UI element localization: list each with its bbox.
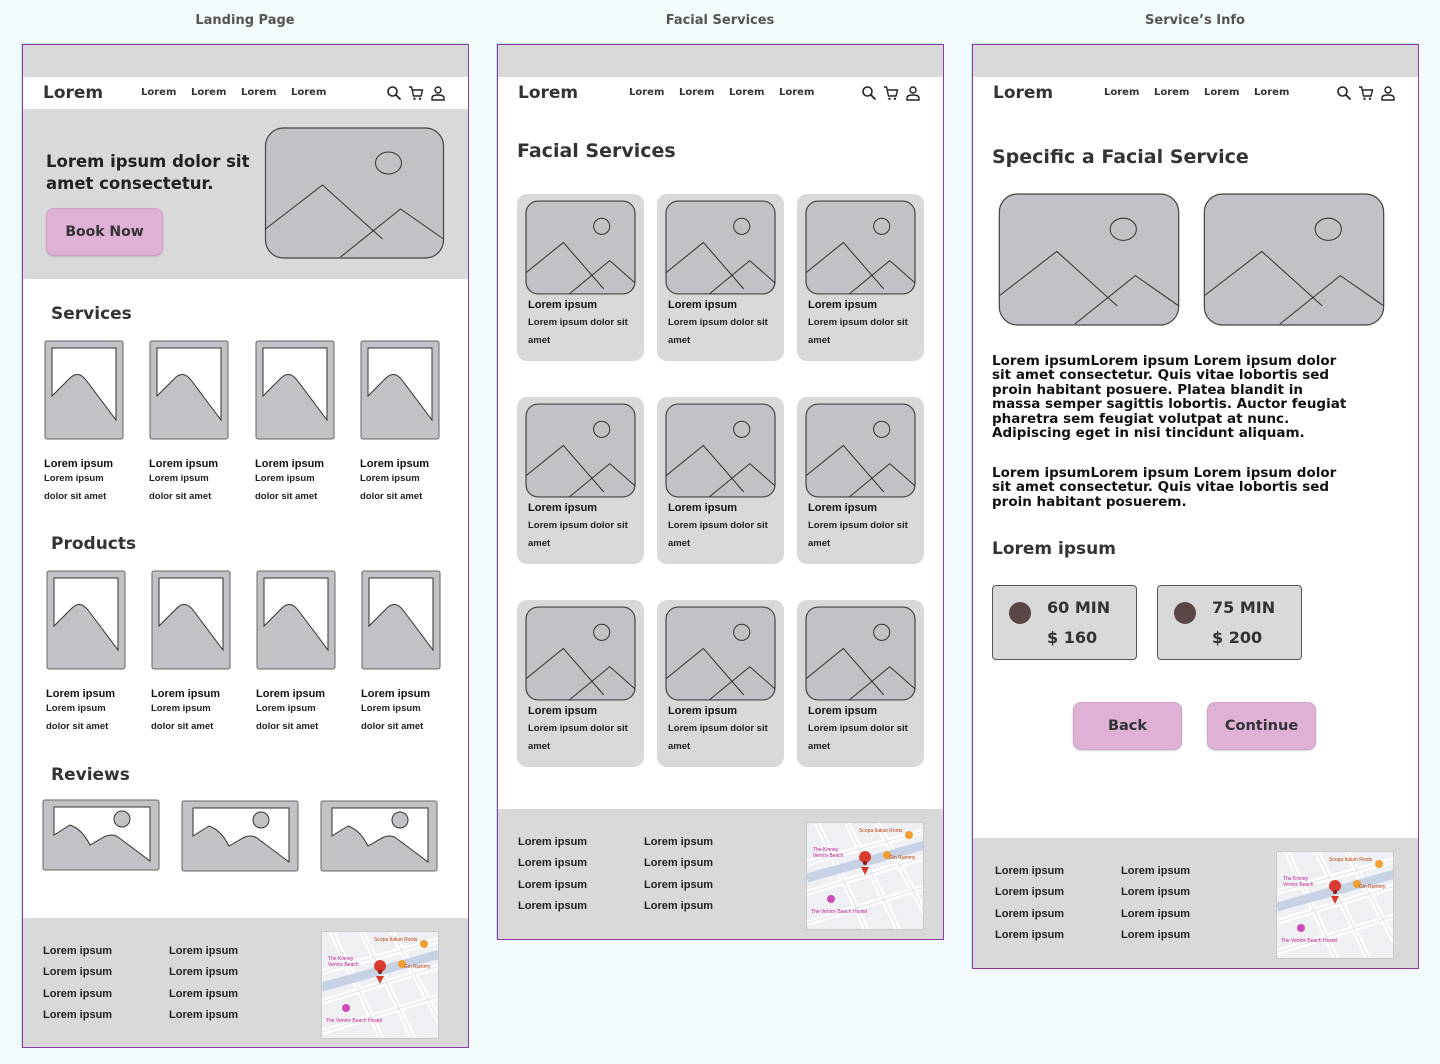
description-line: Lorem ipsumLorem ipsum Lorem ipsum dolor — [992, 465, 1337, 481]
card-text: Lorem ipsum dolor sit — [528, 723, 628, 734]
tile-text: Lorem ipsum — [256, 703, 316, 714]
nav-link[interactable]: Lorem — [241, 87, 277, 98]
card-text: amet — [528, 335, 551, 346]
image-placeholder-icon — [805, 200, 916, 295]
tile-title: Lorem ipsum — [149, 458, 219, 470]
back-button[interactable]: Back — [1073, 702, 1182, 750]
duration-option[interactable] — [1157, 585, 1302, 660]
map-widget[interactable] — [321, 931, 439, 1039]
card-text: amet — [528, 741, 551, 752]
nav-link[interactable]: Lorem — [1104, 87, 1140, 98]
radio-dot-icon[interactable] — [1174, 602, 1196, 624]
image-placeholder-icon — [44, 340, 124, 440]
description-paragraph — [992, 466, 1336, 509]
service-image — [1197, 193, 1391, 326]
service-info-frame — [972, 44, 1419, 969]
review-image[interactable] — [181, 800, 299, 872]
reviews-heading: Reviews — [51, 765, 130, 785]
card-text: Lorem ipsum dolor sit — [668, 520, 768, 531]
option-price: $ 200 — [1212, 628, 1263, 647]
tile-title: Lorem ipsum — [361, 688, 431, 700]
logo[interactable]: Lorem — [518, 83, 579, 103]
footer — [23, 918, 468, 1048]
map-widget[interactable] — [806, 822, 924, 930]
user-icon[interactable] — [1380, 85, 1396, 101]
tile-text: dolor sit amet — [360, 491, 423, 502]
frame-title-facial: Facial Services — [665, 13, 775, 28]
description-line: Adipiscing eget in nisi tincidunt aliquam. — [992, 425, 1305, 442]
nav-links — [141, 87, 341, 98]
card-text: amet — [668, 741, 691, 752]
nav-icons — [861, 85, 921, 101]
review-image[interactable] — [42, 799, 160, 871]
image-placeholder-icon — [805, 606, 916, 701]
tile-text: Lorem ipsum — [360, 473, 420, 484]
card-text: Lorem ipsum dolor sit — [528, 317, 628, 328]
hero-heading-line: amet consectetur. — [46, 174, 214, 193]
card-title: Lorem ipsum — [528, 299, 598, 311]
service-card[interactable] — [517, 397, 644, 564]
service-image — [992, 193, 1186, 326]
footer-column — [1121, 865, 1190, 943]
options-heading: Lorem ipsum — [992, 539, 1116, 559]
tile-text: Lorem ipsum — [149, 473, 209, 484]
image-placeholder-icon — [255, 340, 335, 440]
frame-title-landing: Landing Page — [195, 13, 295, 28]
image-placeholder-icon — [149, 340, 229, 440]
hero-heading — [46, 151, 249, 195]
map-label: Scopa Italian Roots — [374, 937, 418, 943]
search-icon[interactable] — [386, 85, 402, 101]
tile-title: Lorem ipsum — [46, 688, 116, 700]
search-icon[interactable] — [861, 85, 877, 101]
services-heading: Services — [51, 304, 132, 324]
hero — [23, 109, 468, 279]
card-text: amet — [808, 741, 831, 752]
map-widget[interactable] — [1276, 851, 1394, 959]
image-placeholder-icon — [665, 403, 776, 498]
cart-icon[interactable] — [408, 85, 424, 101]
footer-link[interactable]: Lorem ipsum — [644, 836, 714, 848]
card-title: Lorem ipsum — [668, 502, 738, 514]
user-icon[interactable] — [430, 85, 446, 101]
footer-link[interactable]: Lorem ipsum — [995, 929, 1065, 942]
map-label: Gin Rummy — [889, 855, 916, 861]
service-card[interactable] — [517, 600, 644, 767]
image-placeholder-icon — [525, 403, 636, 498]
tile-text: dolor sit amet — [44, 491, 107, 502]
footer-link[interactable]: Lorem ipsum — [518, 900, 588, 913]
map-label: Gin Rummy — [1359, 884, 1386, 890]
map-label: Gin Rummy — [404, 964, 431, 970]
footer-link[interactable]: Lorem ipsum — [169, 966, 239, 979]
footer-link[interactable]: Lorem ipsum — [995, 907, 1065, 920]
nav-bar — [973, 77, 1418, 109]
nav-bar — [498, 77, 943, 109]
card-text: Lorem ipsum dolor sit — [808, 317, 908, 328]
card-text: Lorem ipsum dolor sit — [528, 520, 628, 531]
tile-text: dolor sit amet — [46, 721, 109, 732]
card-text: amet — [668, 538, 691, 549]
tile-title: Lorem ipsum — [44, 458, 114, 470]
description-line: pharetra sem feugiat volutpat at nunc. — [992, 410, 1290, 427]
card-text: amet — [808, 335, 831, 346]
card-text: Lorem ipsum dolor sit — [808, 723, 908, 734]
duration-option[interactable] — [992, 585, 1137, 660]
description-line: proin habitant posuere. Platea blandit in — [992, 381, 1304, 398]
map-label: The Venice Beach Hostel — [326, 1018, 383, 1024]
footer-column — [169, 945, 238, 1023]
nav-link[interactable]: Lorem — [141, 87, 177, 98]
footer-link[interactable]: Lorem ipsum — [169, 987, 239, 1000]
footer-link[interactable]: Lorem ipsum — [43, 945, 113, 957]
option-duration: 75 MIN — [1212, 598, 1276, 617]
status-bar — [498, 45, 943, 77]
card-title: Lorem ipsum — [808, 299, 878, 311]
nav-bar — [23, 77, 468, 109]
nav-link[interactable]: Lorem — [1204, 87, 1240, 98]
image-placeholder-icon — [361, 570, 441, 670]
description-line: Lorem ipsumLorem ipsum Lorem ipsum dolor — [992, 353, 1337, 369]
description-line: sit amet consectetur. Quis vitae lobortis sed — [992, 479, 1330, 496]
card-title: Lorem ipsum — [528, 502, 598, 514]
image-placeholder-icon — [665, 200, 776, 295]
option-price: $ 160 — [1047, 628, 1098, 647]
image-placeholder-icon — [525, 606, 636, 701]
image-placeholder-icon — [525, 200, 636, 295]
image-placeholder-icon — [151, 570, 231, 670]
footer-link[interactable]: Lorem ipsum — [518, 878, 588, 891]
footer — [498, 809, 943, 940]
status-bar — [973, 45, 1418, 77]
service-tile[interactable] — [255, 340, 345, 506]
image-placeholder-icon — [665, 606, 776, 701]
page-title: Facial Services — [517, 140, 676, 162]
tile-text: dolor sit amet — [255, 491, 318, 502]
map-label: The Venice Beach Hostel — [811, 909, 868, 915]
product-tile[interactable] — [361, 570, 451, 736]
service-tile[interactable] — [360, 340, 450, 506]
tile-text: Lorem ipsum — [361, 703, 421, 714]
map-label: The Venice Beach Hostel — [1281, 938, 1338, 944]
tile-text: Lorem ipsum — [151, 703, 211, 714]
status-bar — [23, 45, 468, 77]
footer-link[interactable]: Lorem ipsum — [1121, 907, 1191, 920]
frame-title-info: Service’s Info — [1145, 13, 1245, 28]
page-title: Specific a Facial Service — [992, 146, 1249, 168]
card-title: Lorem ipsum — [808, 502, 878, 514]
product-tile[interactable] — [46, 570, 136, 736]
footer-link[interactable]: Lorem ipsum — [1121, 929, 1191, 942]
tile-text: Lorem ipsum — [46, 703, 106, 714]
service-card[interactable] — [797, 397, 924, 564]
card-title: Lorem ipsum — [668, 705, 738, 717]
hero-image — [264, 127, 445, 259]
footer-link[interactable]: Lorem ipsum — [995, 865, 1065, 877]
nav-links — [1104, 87, 1304, 98]
image-placeholder-icon — [360, 340, 440, 440]
service-card[interactable] — [517, 194, 644, 361]
description-line: massa semper sagittis lobortis. Auctor feugiat — [992, 396, 1347, 413]
user-icon[interactable] — [905, 85, 921, 101]
image-placeholder-icon — [805, 403, 916, 498]
continue-button[interactable]: Continue — [1207, 702, 1316, 750]
tile-text: Lorem ipsum — [44, 473, 104, 484]
footer-column — [995, 865, 1064, 943]
nav-link[interactable]: Lorem — [1154, 87, 1190, 98]
footer-link[interactable]: Lorem ipsum — [644, 900, 714, 913]
tile-text: Lorem ipsum — [255, 473, 315, 484]
description-paragraph — [992, 354, 1346, 440]
nav-link[interactable]: Lorem — [729, 87, 765, 98]
service-tile[interactable] — [44, 340, 134, 506]
map-label: Scopa Italian Roots — [1329, 857, 1373, 863]
card-text: amet — [808, 538, 831, 549]
cart-icon[interactable] — [883, 85, 899, 101]
map-label: The Kinney Venice Beach — [328, 956, 359, 968]
footer-link[interactable]: Lorem ipsum — [43, 987, 113, 1000]
nav-links — [629, 87, 829, 98]
nav-icons — [1336, 85, 1396, 101]
product-tile[interactable] — [256, 570, 346, 736]
footer-link[interactable]: Lorem ipsum — [518, 857, 588, 870]
tile-text: dolor sit amet — [361, 721, 424, 732]
map-label: The Kinney Venice Beach — [813, 847, 844, 859]
footer-link[interactable]: Lorem ipsum — [518, 836, 588, 848]
service-tile[interactable] — [149, 340, 239, 506]
footer-link[interactable]: Lorem ipsum — [1121, 865, 1191, 877]
tile-title: Lorem ipsum — [151, 688, 221, 700]
footer-link[interactable]: Lorem ipsum — [169, 1009, 239, 1022]
footer-link[interactable]: Lorem ipsum — [169, 945, 239, 957]
footer-link[interactable]: Lorem ipsum — [43, 966, 113, 979]
image-placeholder-icon — [256, 570, 336, 670]
footer-column — [518, 836, 587, 914]
tile-title: Lorem ipsum — [255, 458, 325, 470]
card-text: Lorem ipsum dolor sit — [668, 317, 768, 328]
service-card[interactable] — [797, 600, 924, 767]
service-card[interactable] — [657, 600, 784, 767]
option-duration: 60 MIN — [1047, 598, 1111, 617]
description-line: sit amet consectetur. Quis vitae lobortis sed — [992, 367, 1330, 384]
tile-text: dolor sit amet — [149, 491, 212, 502]
nav-link[interactable]: Lorem — [1254, 87, 1290, 98]
footer-column — [644, 836, 713, 914]
nav-link[interactable]: Lorem — [779, 87, 815, 98]
description-line: proin habitant posuerem. — [992, 493, 1187, 510]
products-heading: Products — [51, 534, 137, 554]
hero-heading-line: Lorem ipsum dolor sit — [46, 152, 250, 171]
nav-link[interactable]: Lorem — [291, 87, 327, 98]
nav-link[interactable]: Lorem — [679, 87, 715, 98]
tile-title: Lorem ipsum — [360, 458, 430, 470]
search-icon[interactable] — [1336, 85, 1352, 101]
footer-link[interactable]: Lorem ipsum — [995, 886, 1065, 899]
service-card[interactable] — [657, 397, 784, 564]
nav-link[interactable]: Lorem — [629, 87, 665, 98]
footer — [973, 838, 1418, 969]
tile-text: dolor sit amet — [256, 721, 319, 732]
product-tile[interactable] — [151, 570, 241, 736]
landing-page-frame — [22, 44, 469, 1048]
footer-link[interactable]: Lorem ipsum — [644, 857, 714, 870]
footer-link[interactable]: Lorem ipsum — [43, 1009, 113, 1022]
card-text: Lorem ipsum dolor sit — [808, 520, 908, 531]
facial-services-frame — [497, 44, 944, 940]
footer-link[interactable]: Lorem ipsum — [644, 878, 714, 891]
footer-column — [43, 945, 112, 1023]
nav-icons — [386, 85, 446, 101]
card-text: Lorem ipsum dolor sit — [668, 723, 768, 734]
card-text: amet — [668, 335, 691, 346]
card-title: Lorem ipsum — [668, 299, 738, 311]
service-card[interactable] — [797, 194, 924, 361]
card-text: amet — [528, 538, 551, 549]
cart-icon[interactable] — [1358, 85, 1374, 101]
card-title: Lorem ipsum — [808, 705, 878, 717]
map-label: Scopa Italian Roots — [859, 828, 903, 834]
review-image[interactable] — [320, 800, 438, 872]
tile-title: Lorem ipsum — [256, 688, 326, 700]
logo[interactable]: Lorem — [993, 83, 1054, 103]
nav-link[interactable]: Lorem — [191, 87, 227, 98]
map-label: The Kinney Venice Beach — [1283, 876, 1314, 888]
image-placeholder-icon — [46, 570, 126, 670]
footer-link[interactable]: Lorem ipsum — [1121, 886, 1191, 899]
radio-dot-icon[interactable] — [1009, 602, 1031, 624]
logo[interactable]: Lorem — [43, 83, 104, 103]
tile-text: dolor sit amet — [151, 721, 214, 732]
card-title: Lorem ipsum — [528, 705, 598, 717]
book-now-button[interactable]: Book Now — [46, 208, 163, 256]
service-card[interactable] — [657, 194, 784, 361]
